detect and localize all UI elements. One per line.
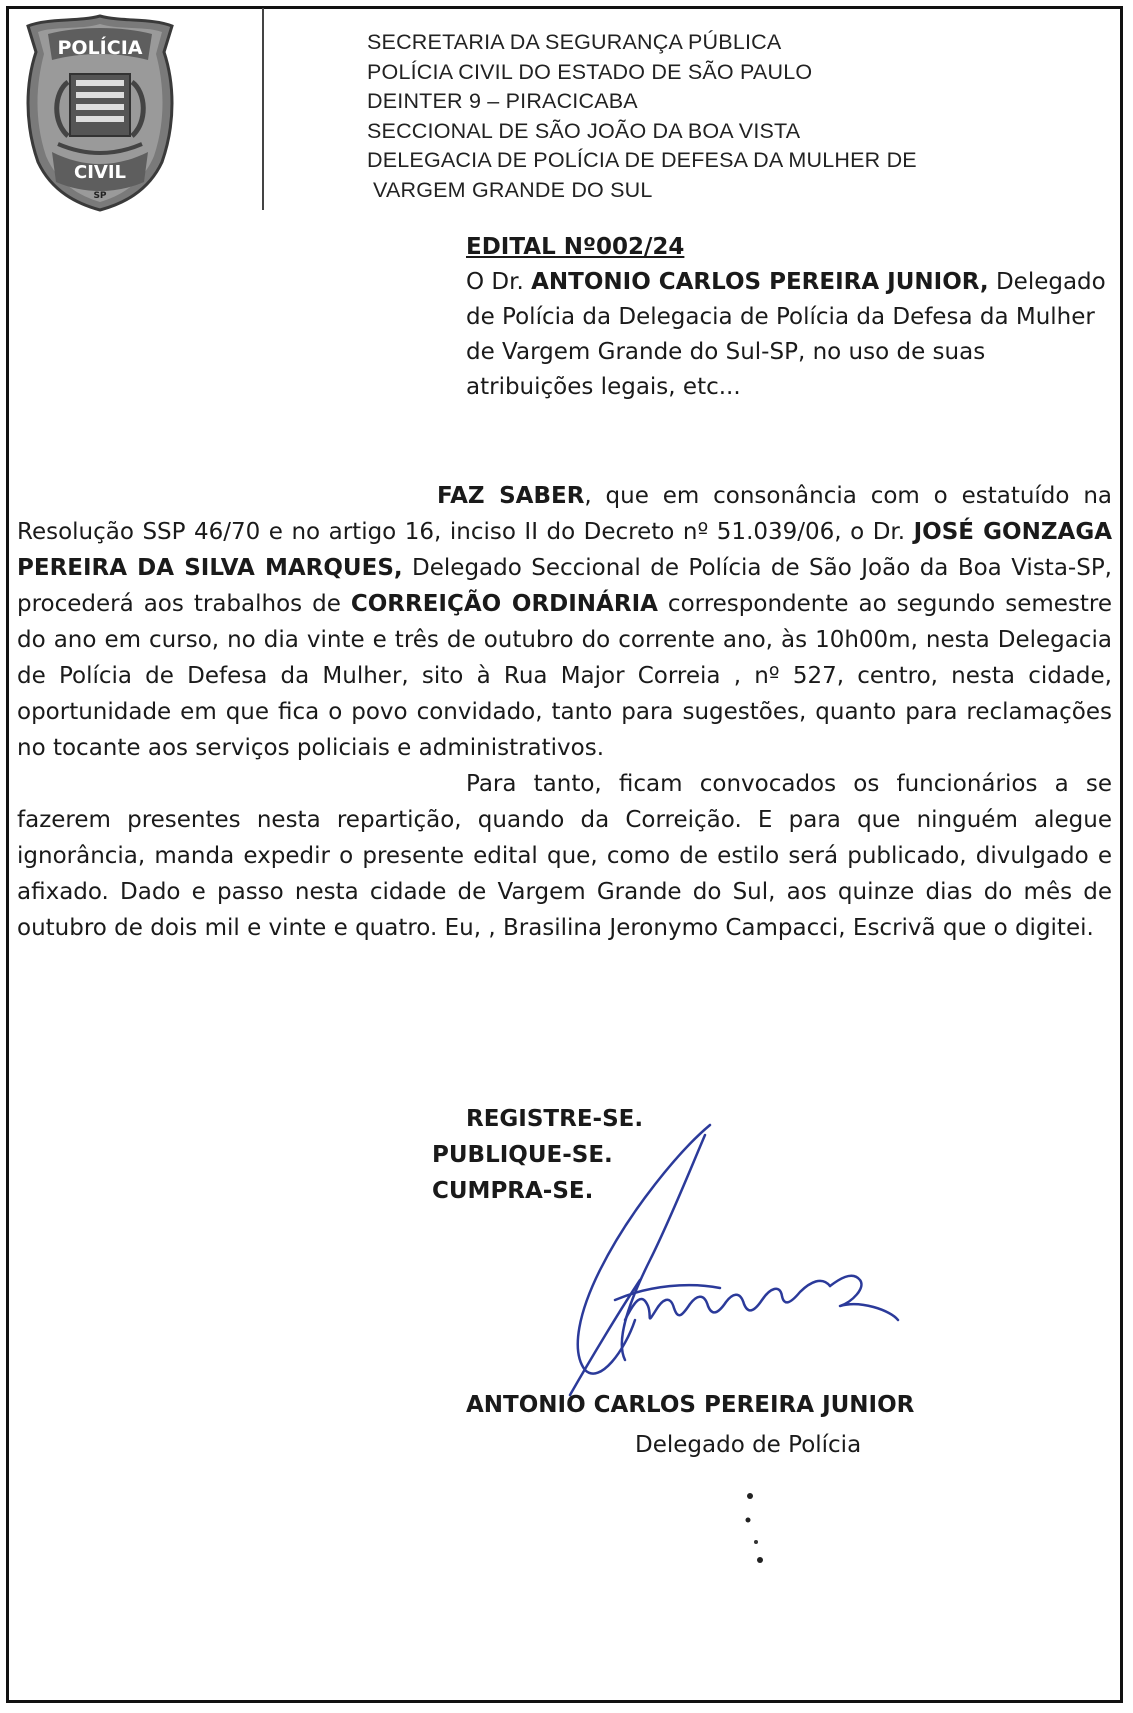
edital-intro bbox=[466, 265, 1111, 405]
closing-registre: REGISTRE-SE. bbox=[466, 1106, 644, 1132]
closing-publique: PUBLIQUE-SE. bbox=[432, 1142, 613, 1168]
correicao-ordinaria: CORREIÇÃO ORDINÁRIA bbox=[350, 591, 658, 617]
closing-cumpra: CUMPRA-SE. bbox=[432, 1178, 594, 1204]
signer-name: ANTONIO CARLOS PEREIRA JUNIOR bbox=[466, 1392, 915, 1418]
body-text-c: correspondente ao segundo semestre do ano em curso, no dia vinte e três de outubro do corrente ano, às 10h00m, nesta Delegacia de Polícia de Defesa da Mulher, sito à Rua Major Correia , nº 527, centro, nesta cidade, oportunidade em que fica o povo convidado, tanto para sugestões, quanto para reclamações no tocante aos serviços policiais e administrativos. bbox=[17, 591, 1113, 761]
intro-name: ANTONIO CARLOS PEREIRA JUNIOR, bbox=[531, 269, 989, 295]
badge-top-text: POLÍCIA bbox=[57, 37, 143, 59]
intro-rest: Delegado de Polícia da Delegacia de Polícia da Defesa da Mulher de Vargem Grande do Sul-SP, no uso de suas atribuições legais, etc... bbox=[466, 269, 1106, 400]
edital-heading-block bbox=[466, 230, 1111, 405]
intro-prefix: O Dr. bbox=[466, 269, 532, 295]
signer-role: Delegado de Polícia bbox=[635, 1432, 862, 1458]
header-line: SECCIONAL DE SÃO JOÃO DA BOA VISTA bbox=[367, 118, 801, 143]
body-text-a: , que em consonância com o estatuído na Resolução SSP 46/70 e no artigo 16, inciso II do Decreto nº 51.039/06, o Dr. bbox=[17, 483, 1112, 545]
body-text-b: Delegado Seccional de Polícia de São João da Boa Vista-SP, procederá aos trabalhos de bbox=[17, 555, 1112, 617]
header-divider bbox=[262, 8, 264, 210]
badge-bottom-text: CIVIL bbox=[73, 162, 127, 183]
institution-header bbox=[367, 28, 917, 205]
ink-specks bbox=[730, 1490, 790, 1580]
header-line: DELEGACIA DE POLÍCIA DE DEFESA DA MULHER DE bbox=[367, 148, 917, 172]
body-paragraph-1 bbox=[17, 478, 1112, 766]
header-line: SECRETARIA DA SEGURANÇA PÚBLICA bbox=[367, 30, 782, 54]
faz-saber: FAZ SABER bbox=[437, 483, 585, 509]
badge-state-text: SP bbox=[93, 191, 107, 201]
seccional-name: JOSÉ GONZAGA PEREIRA DA SILVA MARQUES, bbox=[17, 519, 1113, 581]
header-line: VARGEM GRANDE DO SUL bbox=[373, 177, 653, 202]
header-line: POLÍCIA CIVIL DO ESTADO DE SÃO PAULO bbox=[367, 59, 813, 84]
edital-body bbox=[17, 478, 1112, 946]
body-paragraph-2: Para tanto, ficam convocados os funcionários a se fazerem presentes nesta repartição, quando da Correição. E para que ninguém alegue ignorância, manda expedir o presente edital que, como de estilo será publicado, divulgado e afixado. Dado e passo nesta cidade de Vargem Grande do Sul, aos quinze dias do mês de outubro de dois mil e vinte e quatro. Eu, , Brasilina Jeronymo Campacci, Escrivã que o digitei. bbox=[17, 771, 1112, 941]
edital-title: EDITAL Nº002/24 bbox=[466, 234, 685, 260]
header-line: DEINTER 9 – PIRACICABA bbox=[367, 89, 638, 113]
policia-civil-badge-icon bbox=[18, 12, 183, 212]
handwritten-signature bbox=[420, 1110, 980, 1410]
